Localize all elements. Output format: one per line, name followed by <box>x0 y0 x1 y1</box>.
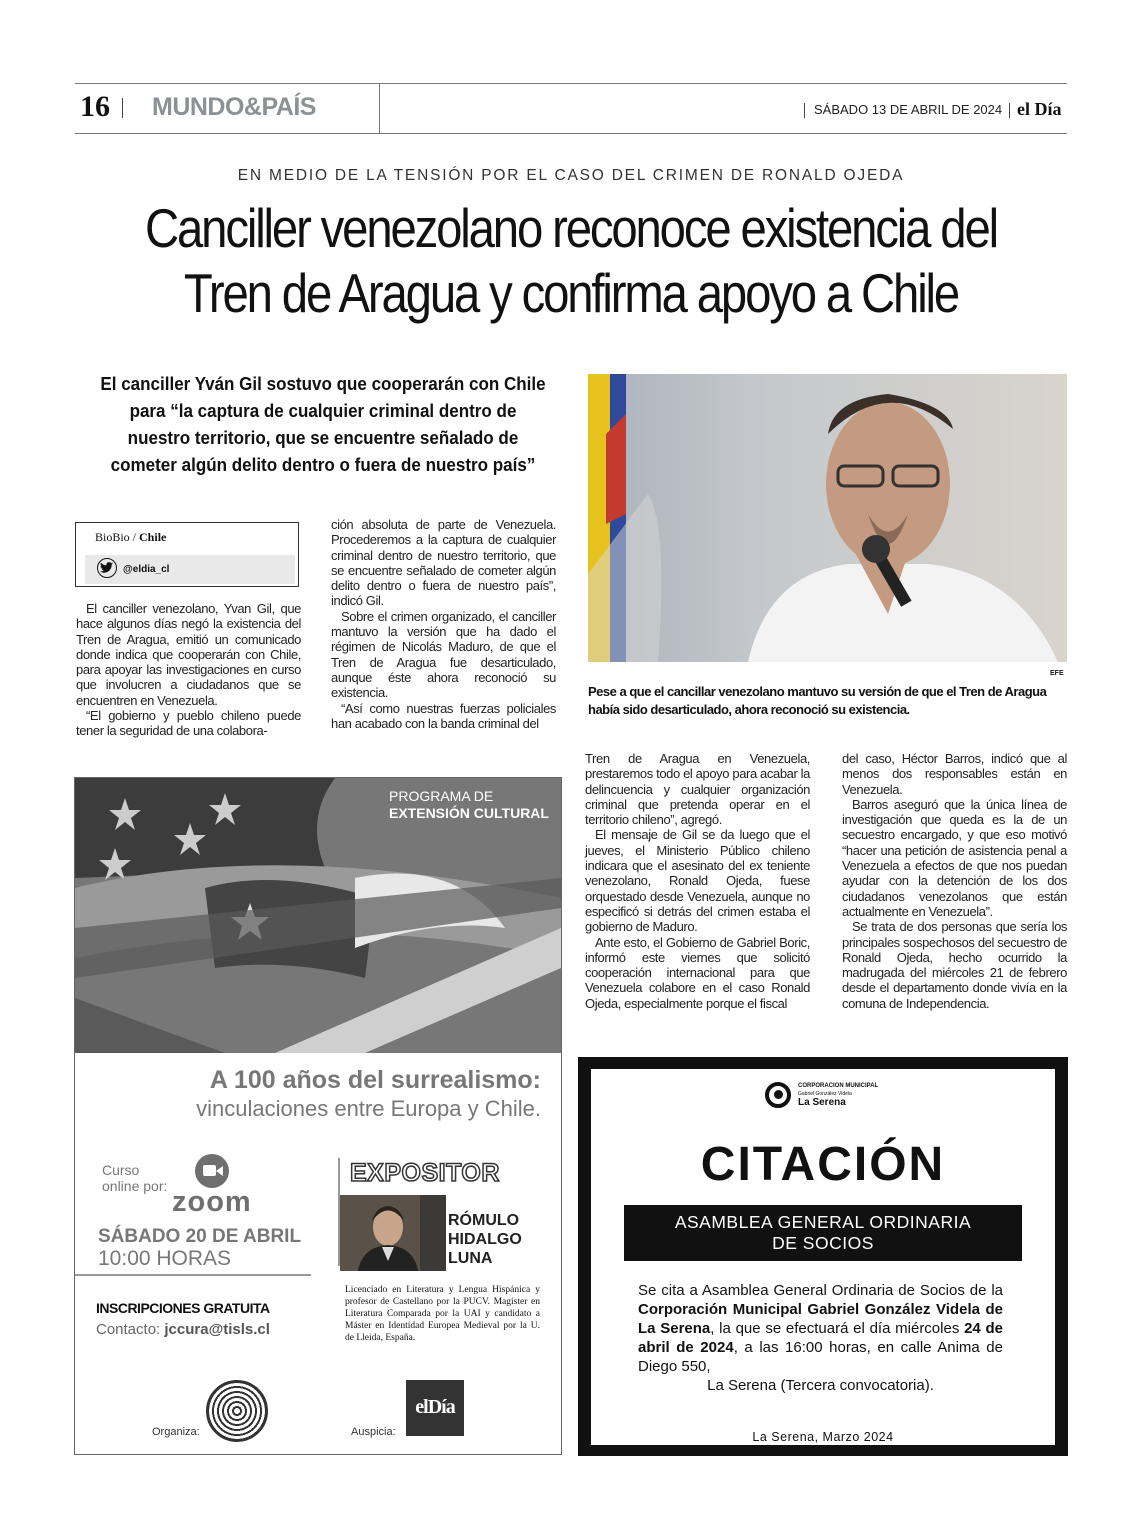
article-photo <box>588 374 1067 662</box>
byline-source <box>95 530 166 545</box>
article-column-3 <box>585 751 810 1011</box>
paragraph: Ante esto, el Gobierno de Gabriel Boric, informó este viernes que solicitó cooperación internacional para que Venezuela colabore en el caso Ronald Ojeda, especialmente porque el fiscal <box>585 934 810 1011</box>
header-divider <box>122 98 123 118</box>
headline-line: Tren de Aragua y confirma apoyo a Chile <box>183 262 959 324</box>
paragraph: Barros aseguró que la única línea de investigación que queda es la de un secuestro encargado, y que eso motivó “hacer una petición de asistencia penal a Venezuela a efectos de que nos puedan ayudar con la detención de los dos ciudadanos venezolanos que están actualmente en Venezuela”. <box>842 796 1067 919</box>
byline-box <box>75 522 299 587</box>
paragraph: Se trata de dos personas que sería los principales sospechosos del secuestro de Ronald Ojeda, hecho ocurrido la madrugada del miércoles 21 de febrero desde el departamento donde vivía en la comuna de Independencia. <box>842 919 1067 1011</box>
expositor-label: EXPOSITOR <box>350 1159 500 1187</box>
article-lede: El canciller Yván Gil sostuvo que cooperarán con Chile para “la captura de cualquier criminal dentro de nuestro territorio, que se encuentre señalado de cometer algún delito dentro o fuera de nuestro país” <box>100 373 546 475</box>
paragraph: ción absoluta de parte de Venezuela. Procederemos a la captura de cualquier criminal dentro de nuestro territorio, que se encuentre señalado de cometer algún delito dentro o fuera de nuestro país”, indicó Gil. <box>331 517 556 609</box>
body-date: 24 de abril de 2024 <box>638 1320 1003 1356</box>
article-kicker: EN MEDIO DE LA TENSIÓN POR EL CASO DEL CRIMEN DE RONALD OJEDA <box>237 167 905 184</box>
sponsor-logo: elDía <box>406 1380 464 1436</box>
byline-location: Chile <box>139 530 167 544</box>
corporation-logo-icon <box>765 1082 791 1108</box>
program-line: EXTENSIÓN CULTURAL <box>389 805 549 821</box>
course-time: 10:00 HORAS <box>98 1247 232 1270</box>
paragraph: Sobre el crimen organizado, el canciller mantuvo la versión que ha dado el régimen de Nicolás Maduro, de que el Tren de Aragua fue desarticulado, aunque éste ahora reconoció su existencia. <box>331 608 556 701</box>
section-title: MUNDO&PAÍS <box>152 93 316 121</box>
header-rule-bottom <box>75 133 1067 134</box>
paragraph: Tren de Aragua en Venezuela, prestaremos todo el apoyo para acabar la delincuencia y cualquier organización criminal que pretenda operar en el territorio chileno”, agregó. <box>585 751 810 828</box>
header-divider <box>804 103 805 118</box>
twitter-bar <box>85 555 295 584</box>
expositor-name-line: HIDALGO <box>448 1231 522 1248</box>
assembly-line: DE SOCIOS <box>772 1233 874 1253</box>
assembly-line: ASAMBLEA GENERAL ORDINARIA <box>674 1212 972 1232</box>
issue-date: SÁBADO 13 DE ABRIL DE 2024 <box>814 102 1003 117</box>
header-rule-top <box>75 83 1067 84</box>
citation-notice <box>578 1057 1068 1456</box>
paragraph: El mensaje de Gil se da luego que el jueves, el Ministerio Público chileno indicara que el asesinato del ex teniente venezolano, Ronald Ojeda, fuese orquestado desde Venezuela, aunque no especificó si detrás del crimen estaba el gobierno de Maduro. <box>585 827 810 935</box>
paragraph: del caso, Héctor Barros, indicó que al menos dos responsables están en Venezuela. <box>842 751 1067 797</box>
assembly-band <box>624 1205 1022 1261</box>
page-number: 16 <box>80 90 110 123</box>
program-label <box>389 788 549 822</box>
zoom-logo: zoom <box>172 1186 252 1218</box>
article-column-1 <box>76 601 301 739</box>
paragraph: “El gobierno y pueblo chileno puede tener la seguridad de una colabora- <box>76 708 301 739</box>
photo-credit: EFE <box>1050 670 1064 677</box>
ad-title: A 100 años del surrealismo: <box>209 1066 541 1094</box>
corporation-name: CORPORACION MUNICIPAL <box>798 1083 879 1089</box>
course-label-line: Curso <box>102 1162 140 1178</box>
sponsor-label: Auspicia: <box>351 1426 396 1438</box>
header-divider <box>379 84 380 133</box>
paragraph: El canciller venezolano, Yvan Gil, que hace algunos días negó la existencia del Tren de Aragua, emitió un comunicado donde indica que cooperarán con Chile, para apoyar las investigaciones en curso que involucren a ciudadanos que se encuentren en Venezuela. <box>76 601 301 708</box>
body-text: , a las 16:00 horas, en calle Anima de Diego 550, <box>638 1339 1003 1375</box>
article-column-4 <box>842 751 1067 1011</box>
newspaper-logo: el Día <box>1017 99 1062 119</box>
divider <box>75 1274 311 1276</box>
expositor-name-line: LUNA <box>448 1250 493 1267</box>
body-text: Se cita a Asamblea General Ordinaria de Socios de la <box>638 1282 1003 1299</box>
registration-label: INSCRIPCIONES GRATUITA <box>96 1300 270 1316</box>
contact-label: Contacto: <box>96 1321 161 1338</box>
citation-inner <box>591 1069 1055 1445</box>
article-column-2 <box>331 517 556 731</box>
body-text: La Serena (Tercera convocatoria). <box>707 1377 934 1394</box>
organizer-seal-logo <box>206 1380 268 1442</box>
photo-caption: Pese a que el cancillar venezolano mantuvo su versión de que el Tren de Aragua había sido desarticulado, ahora reconoció su existencia. <box>588 684 1047 717</box>
contact-email[interactable]: jccura@tisls.cl <box>164 1321 270 1338</box>
article-headline <box>132 196 1011 326</box>
course-label <box>102 1162 167 1194</box>
citation-title: CITACIÓN <box>700 1138 946 1191</box>
body-text: , la que se efectuará el día miércoles <box>710 1320 965 1337</box>
byline-agency: BioBio / <box>95 530 137 544</box>
citation-footer: La Serena, Marzo 2024 <box>752 1430 894 1444</box>
expositor-name-line: RÓMULO <box>448 1212 520 1229</box>
course-label-line: online por: <box>102 1178 168 1194</box>
corporation-subname: Gabriel González Videla <box>798 1091 852 1097</box>
ad-subtitle: vinculaciones entre Europa y Chile. <box>196 1096 541 1121</box>
twitter-icon <box>97 558 117 578</box>
surrealism-course-ad <box>74 777 562 1455</box>
ad-banner-image <box>75 778 561 1053</box>
header-divider <box>1009 103 1010 118</box>
video-camera-icon <box>195 1154 229 1188</box>
expositor-bio: Licenciado en Literatura y Lengua Hispánica y profesor de Castellano por la PUCV. Magíster en Literatura Comparada por la UAI y candidato a Máster en Identidad Europea Medieval por la U. de Lleida, España. <box>345 1285 540 1343</box>
course-date: SÁBADO 20 DE ABRIL <box>98 1226 302 1247</box>
headline-line: Canciller venezolano reconoce existencia del <box>145 197 997 259</box>
expositor-name <box>448 1211 522 1268</box>
twitter-handle: @eldia_cl <box>123 564 170 575</box>
body-org: Corporación Municipal Gabriel González Videla de La Serena <box>638 1301 1003 1337</box>
citation-body <box>638 1281 1003 1395</box>
corporation-city: La Serena <box>798 1097 846 1108</box>
program-line: PROGRAMA DE <box>389 788 494 804</box>
organizer-label: Organiza: <box>152 1426 200 1438</box>
contact-line <box>96 1321 270 1338</box>
paragraph: “Así como nuestras fuerzas policiales han acabado con la banda criminal del <box>331 700 556 731</box>
expositor-photo <box>340 1195 446 1271</box>
